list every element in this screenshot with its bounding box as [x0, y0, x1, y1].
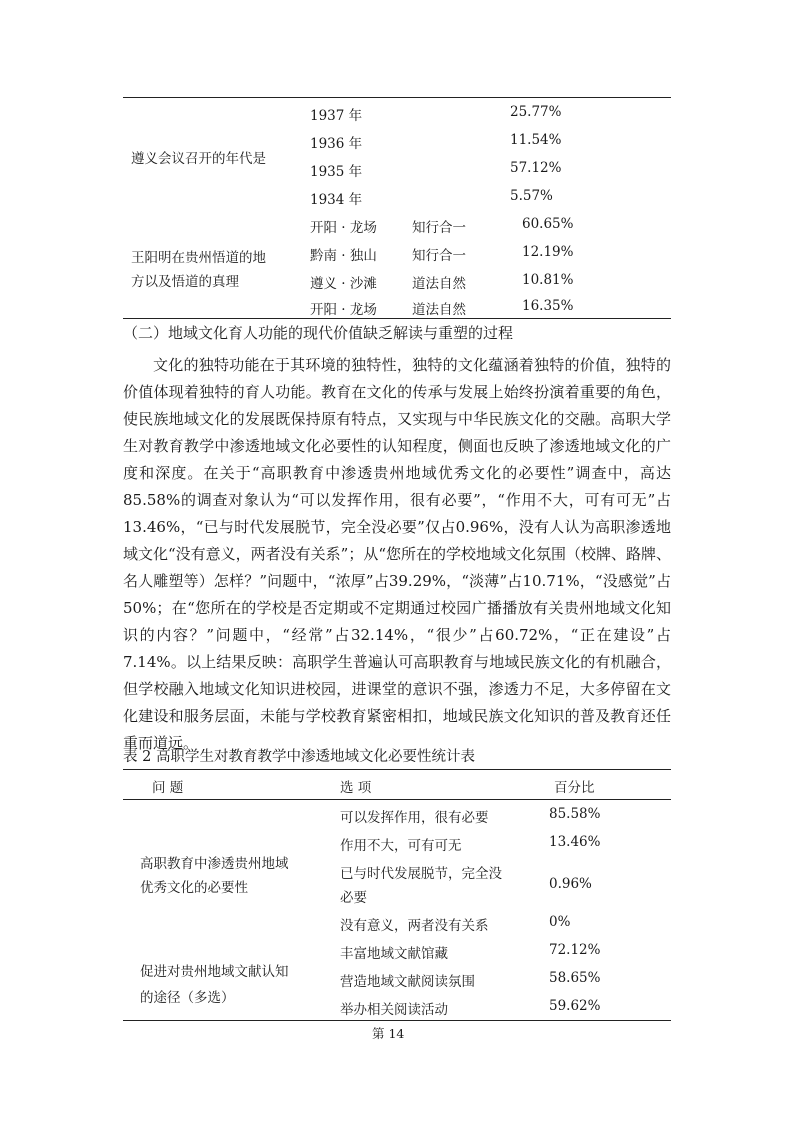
table-2-percent: 59.62% — [549, 998, 601, 1014]
table-2-percent: 58.65% — [549, 970, 601, 986]
table-2-option: 举办相关阅读活动 — [340, 1002, 448, 1018]
table-2-question-necessity: 优秀文化的必要性 — [140, 880, 248, 896]
table-2-option: 作用不大，可有可无 — [340, 838, 462, 854]
table-1-percent: 5.57% — [510, 188, 553, 204]
table-1-truth: 知行合一 — [412, 248, 466, 264]
table-1-option: 1934 年 — [310, 192, 363, 208]
table-2-top-rule — [123, 769, 671, 770]
table-1-percent: 60.65% — [522, 216, 574, 232]
table-1-truth: 道法自然 — [412, 302, 466, 318]
table-1-option: 1937 年 — [310, 108, 363, 124]
table-1-question-wangyangming: 方以及悟道的真理 — [131, 274, 239, 290]
table-2-question-pathways: 的途径（多选） — [140, 990, 235, 1006]
table-2-option: 营造地域文献阅读氛围 — [340, 974, 475, 990]
table-1-question-wangyangming: 王阳明在贵州悟道的地 — [131, 250, 266, 266]
table-1-percent: 25.77% — [510, 104, 562, 120]
table-2-question-pathways: 促进对贵州地域文献认知 — [140, 964, 289, 980]
table-1-truth: 知行合一 — [412, 220, 466, 236]
table-2-caption: 表 2 高职学生对教育教学中渗透地域文化必要性统计表 — [123, 749, 475, 765]
table-1-truth: 道法自然 — [412, 276, 466, 292]
table-2-header-option: 选 项 — [340, 780, 372, 796]
table-2-header-rule — [123, 799, 671, 800]
table-2-option: 没有意义，两者没有关系 — [340, 918, 489, 934]
table-1-bottom-rule — [123, 318, 671, 319]
table-2-question-necessity: 高职教育中渗透贵州地域 — [140, 856, 289, 872]
section-body — [123, 352, 671, 757]
table-1-place: 黔南 · 独山 — [310, 248, 377, 264]
table-1-top-rule — [123, 97, 671, 98]
table-1-place: 开阳 · 龙场 — [310, 302, 377, 318]
table-1-percent: 10.81% — [522, 272, 574, 288]
table-2-option: 已与时代发展脱节，完全没 — [340, 866, 502, 882]
table-1-place: 开阳 · 龙场 — [310, 220, 377, 236]
section-heading: （二）地域文化育人功能的现代价值缺乏解读与重塑的过程 — [123, 324, 514, 342]
table-1-percent: 11.54% — [510, 132, 562, 148]
table-2-percent: 72.12% — [549, 942, 601, 958]
table-1-question-zunyi: 遵义会议召开的年代是 — [131, 151, 266, 167]
table-1-option: 1935 年 — [310, 164, 363, 180]
table-2-percent: 13.46% — [549, 834, 601, 850]
table-2-header-question: 问 题 — [152, 780, 184, 796]
table-1-percent: 12.19% — [522, 244, 574, 260]
body-paragraph: 文化的独特功能在于其环境的独特性，独特的文化蕴涵着独特的价值，独特的价值体现着独特的育人功能。教育在文化的传承与发展上始终扮演着重要的角色，使民族地域文化的发展既保持原有特点，又实现与中华民族文化的交融。高职大学生对教育教学中渗透地域文化必要性的认知程度，侧面也反映了渗透地域文化的广度和深度。在关于“高职教育中渗透贵州地域优秀文化的必要性”调查中，高达85.58%的调查对象认为“可以发挥作用，很有必要”，“作用不大，可有可无”占13.46%，“已与时代发展脱节，完全没必要”仅占0.96%，没有人认为高职渗透地域文化“没有意义，两者没有关系”；从“您所在的学校地域文化氛围（校牌、路牌、名人雕塑等）怎样？”问题中，“浓厚”占39.29%，“淡薄”占10.71%，“没感觉”占50%；在“您所在的学校是否定期或不定期通过校园广播播放有关贵州地域文化知识的内容？”问题中，“经常”占32.14%，“很少”占60.72%，“正在建设”占7.14%。以上结果反映：高职学生普遍认可高职教育与地域民族文化的有机融合，但学校融入地域文化知识进校园，进课堂的意识不强，渗透力不足，大多停留在文化建设和服务层面，未能与学校教育紧密相扣，地域民族文化知识的普及教育还任重而道远。 — [123, 356, 672, 752]
table-2-option: 丰富地域文献馆藏 — [340, 946, 448, 962]
table-2-option: 可以发挥作用，很有必要 — [340, 810, 489, 826]
table-2-header-percent: 百分比 — [554, 780, 595, 796]
table-2-percent: 85.58% — [549, 806, 601, 822]
table-1-place: 遵义 · 沙滩 — [310, 276, 377, 292]
table-2-percent: 0% — [549, 914, 571, 930]
table-1-percent: 16.35% — [522, 298, 574, 314]
table-2-percent: 0.96% — [549, 876, 592, 892]
table-1-percent: 57.12% — [510, 160, 562, 176]
page-number: 第 14 — [372, 1026, 405, 1041]
table-2-bottom-rule — [123, 1020, 671, 1021]
table-1-option: 1936 年 — [310, 136, 363, 152]
table-2-option: 必要 — [340, 890, 367, 906]
